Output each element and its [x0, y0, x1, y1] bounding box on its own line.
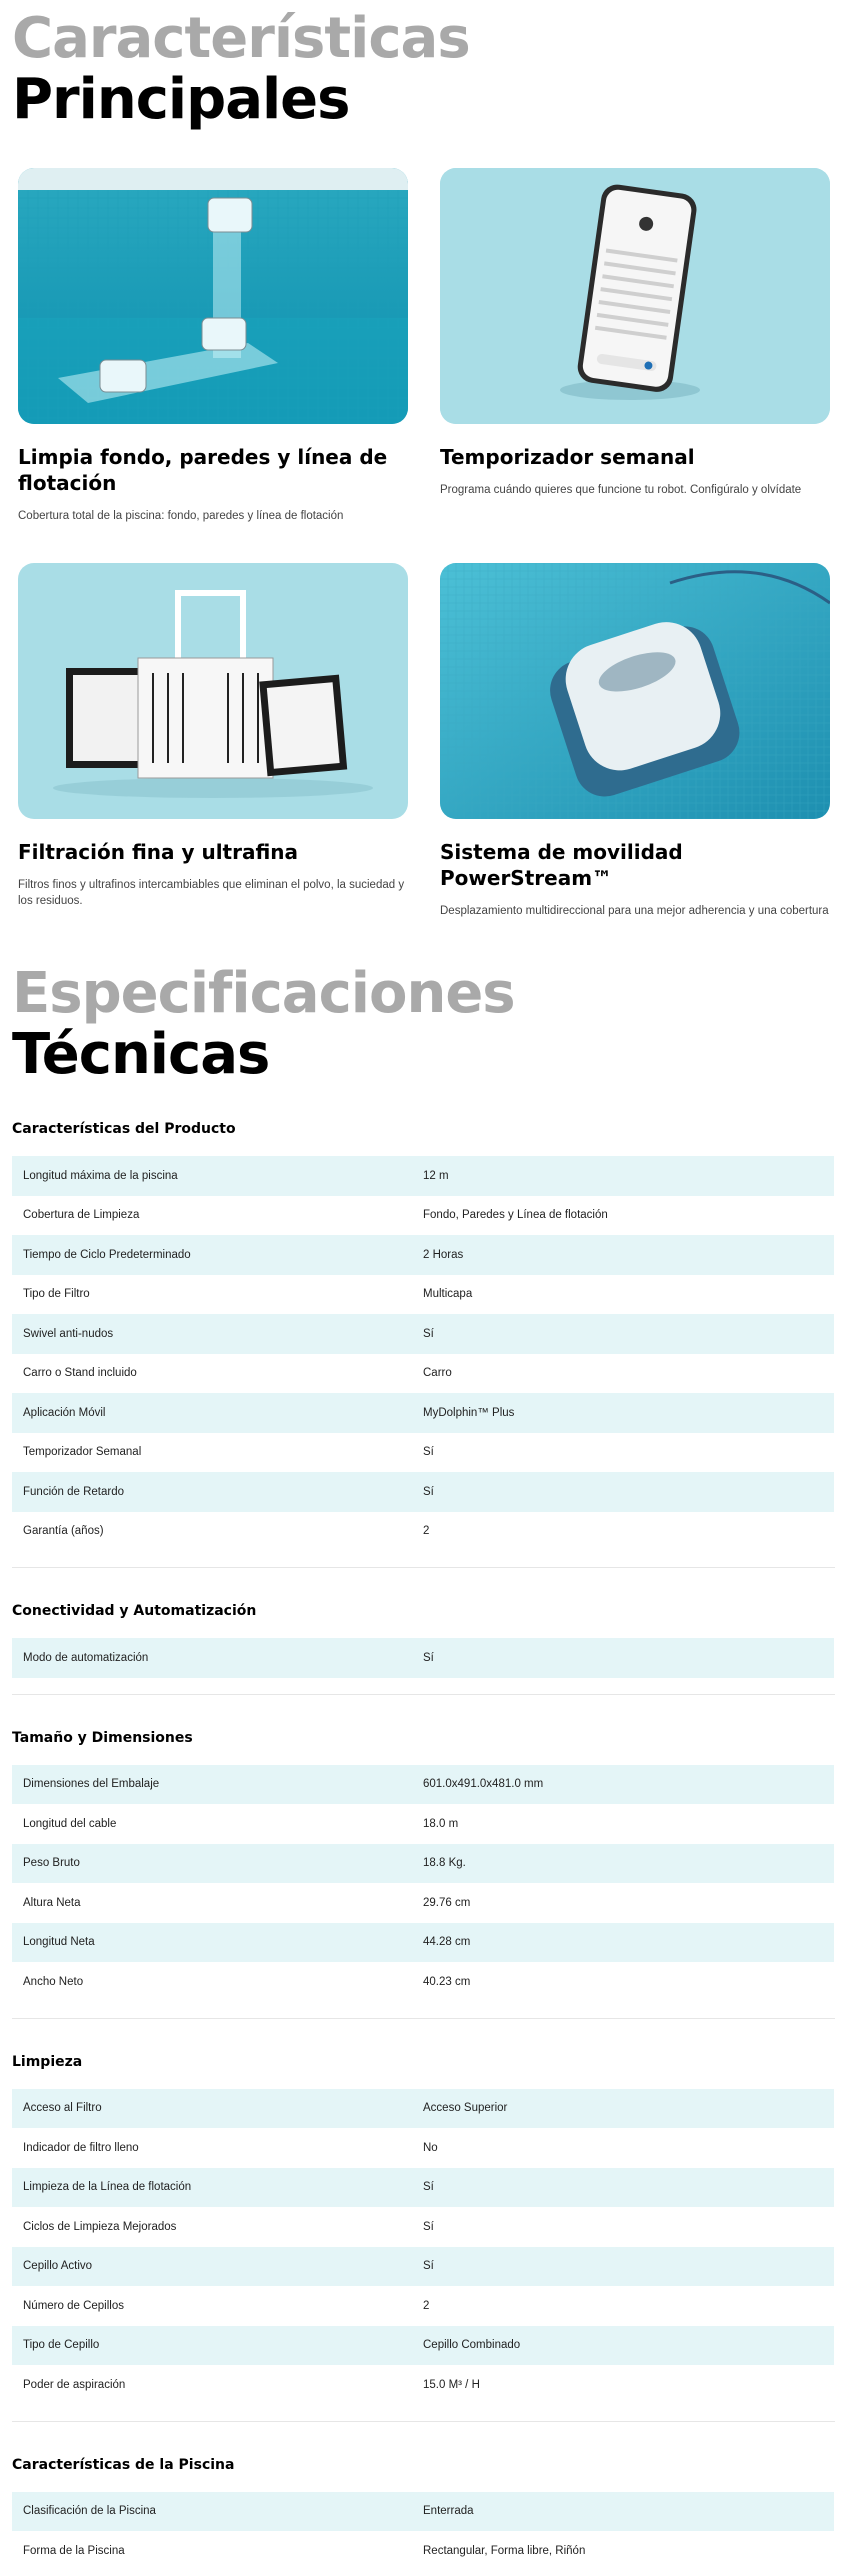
spec-value: 601.0x491.0x481.0 mm: [423, 1778, 544, 1791]
specs-heading-light: Especificaciones: [12, 961, 515, 1026]
feature-card-filtration: [18, 563, 408, 958]
spec-label: Carro o Stand incluido: [23, 1367, 137, 1380]
robot-underwater-image: [440, 563, 830, 819]
spec-group-title: Características de la Piscina: [12, 2456, 235, 2473]
spec-value: Sí: [423, 1327, 434, 1340]
spec-row: [12, 1923, 834, 1963]
spec-value: Sí: [423, 1651, 434, 1664]
spec-value: 15.0 M³ / H: [423, 2378, 480, 2391]
spec-groups: [12, 1102, 835, 2560]
spec-group: [12, 2035, 835, 2422]
spec-label: Longitud máxima de la piscina: [23, 1169, 178, 1182]
feature-description: Cobertura total de la piscina: fondo, paredes y línea de flotación: [18, 510, 344, 522]
spec-label: Temporizador Semanal: [23, 1446, 142, 1459]
spec-row: [12, 1804, 834, 1844]
spec-row: [12, 1314, 834, 1354]
spec-label: Tipo de Filtro: [23, 1288, 90, 1301]
spec-table: [12, 1156, 834, 1551]
spec-row: [12, 1883, 834, 1923]
spec-row: [12, 1196, 834, 1236]
spec-label: Número de Cepillos: [23, 2299, 124, 2312]
spec-label: Longitud del cable: [23, 1817, 117, 1830]
spec-divider: [12, 1694, 835, 1695]
spec-row: [12, 2365, 834, 2405]
feature-title: Sistema de movilidad PowerStream™: [440, 840, 683, 890]
spec-label: Tipo de Cepillo: [23, 2339, 100, 2352]
spec-label: Forma de la Piscina: [23, 2544, 125, 2557]
spec-label: Poder de aspiración: [23, 2378, 126, 2391]
spec-table: [12, 2089, 834, 2405]
feature-description: Desplazamiento multidireccional para una mejor adherencia y una cobertura: [440, 905, 829, 917]
spec-label: Tiempo de Ciclo Predeterminado: [23, 1248, 191, 1261]
spec-group: [12, 1102, 835, 1568]
spec-label: Función de Retardo: [23, 1485, 125, 1498]
spec-group: [12, 1584, 835, 1695]
spec-label: Swivel anti-nudos: [23, 1327, 114, 1340]
spec-group: [12, 2438, 835, 2560]
spec-label: Cepillo Activo: [23, 2260, 93, 2273]
filter-baskets-image: [18, 563, 408, 819]
spec-row: [12, 2247, 834, 2287]
spec-row: [12, 2207, 834, 2247]
spec-label: Peso Bruto: [23, 1857, 80, 1870]
spec-value: Sí: [423, 2220, 434, 2233]
spec-row: [12, 1512, 834, 1552]
spec-row: [12, 1433, 834, 1473]
feature-title: Limpia fondo, paredes y línea de flotación: [18, 445, 388, 495]
spec-group-title: Limpieza: [12, 2053, 83, 2070]
spec-value: 29.76 cm: [423, 1896, 471, 1909]
spec-label: Indicador de filtro lleno: [23, 2141, 139, 2154]
spec-label: Longitud Neta: [23, 1936, 95, 1949]
spec-divider: [12, 2421, 835, 2422]
spec-value: No: [423, 2141, 438, 2154]
spec-value: 44.28 cm: [423, 1936, 471, 1949]
spec-row: [12, 1844, 834, 1884]
feature-title: Filtración fina y ultrafina: [18, 840, 299, 864]
spec-group-title: Tamaño y Dimensiones: [12, 1729, 193, 1746]
spec-value: 18.8 Kg.: [423, 1857, 466, 1870]
spec-label: Limpieza de la Línea de flotación: [23, 2181, 192, 2194]
spec-row: [12, 2168, 834, 2208]
pool-robot-image: [18, 168, 408, 424]
spec-row: [12, 2286, 834, 2326]
spec-label: Altura Neta: [23, 1896, 81, 1909]
spec-label: Ciclos de Limpieza Mejorados: [23, 2220, 177, 2233]
spec-row: [12, 2326, 834, 2366]
spec-value: MyDolphin™ Plus: [423, 1406, 515, 1419]
spec-table: [12, 2492, 834, 2560]
spec-row: [12, 1354, 834, 1394]
spec-value: 2: [423, 1525, 430, 1538]
app-phone-image: [440, 168, 830, 424]
spec-value: Carro: [423, 1367, 452, 1380]
spec-value: Sí: [423, 1485, 434, 1498]
features-heading-light: Características: [12, 6, 470, 71]
spec-group-title: Conectividad y Automatización: [12, 1603, 257, 1619]
spec-divider: [12, 2018, 835, 2019]
spec-row: [12, 1638, 834, 1678]
spec-value: 18.0 m: [423, 1817, 459, 1830]
spec-row: [12, 1472, 834, 1512]
spec-value: Multicapa: [423, 1288, 473, 1301]
spec-value: Acceso Superior: [423, 2102, 508, 2115]
spec-row: [12, 2492, 834, 2532]
spec-value: Rectangular, Forma libre, Riñón: [423, 2544, 586, 2557]
features-grid: [12, 168, 835, 958]
features-heading: [12, 0, 835, 132]
spec-value: Sí: [423, 1446, 434, 1459]
spec-row: [12, 2531, 834, 2560]
spec-row: [12, 1765, 834, 1805]
spec-label: Ancho Neto: [23, 1975, 84, 1988]
spec-row: [12, 1275, 834, 1315]
spec-group: [12, 1711, 835, 2019]
features-heading-dark: Principales: [12, 67, 350, 132]
spec-label: Clasificación de la Piscina: [23, 2505, 156, 2518]
spec-value: Sí: [423, 2181, 434, 2194]
feature-description: Programa cuándo quieres que funcione tu robot. Configúralo y olvídate: [440, 484, 802, 496]
feature-description: Filtros finos y ultrafinos intercambiables que eliminan el polvo, la suciedad y los residuos.: [18, 879, 405, 907]
specs-heading-dark: Técnicas: [12, 1022, 270, 1087]
spec-label: Cobertura de Limpieza: [23, 1209, 140, 1222]
spec-row: [12, 1962, 834, 2002]
spec-label: Aplicación Móvil: [23, 1406, 106, 1419]
spec-label: Modo de automatización: [23, 1651, 149, 1664]
spec-group-title: Características del Producto: [12, 1121, 236, 1137]
spec-table: [12, 1765, 834, 2002]
spec-table: [12, 1638, 834, 1678]
feature-card-timer: [440, 168, 830, 563]
spec-row: [12, 2128, 834, 2168]
spec-value: 40.23 cm: [423, 1975, 471, 1988]
spec-row: [12, 2089, 834, 2129]
spec-label: Dimensiones del Embalaje: [23, 1778, 160, 1791]
spec-value: Sí: [423, 2260, 434, 2273]
spec-row: [12, 1393, 834, 1433]
feature-card-mobility: [440, 563, 830, 958]
spec-value: Fondo, Paredes y Línea de flotación: [423, 1209, 608, 1222]
feature-card-cleaning: [18, 168, 408, 563]
spec-label: Garantía (años): [23, 1525, 104, 1538]
feature-title: Temporizador semanal: [440, 445, 695, 469]
spec-row: [12, 1156, 834, 1196]
spec-value: 2: [423, 2299, 430, 2312]
spec-divider: [12, 1567, 835, 1568]
spec-row: [12, 1235, 834, 1275]
spec-value: 12 m: [423, 1169, 449, 1182]
specs-heading: [12, 961, 835, 1087]
spec-label: Acceso al Filtro: [23, 2102, 102, 2115]
spec-value: Enterrada: [423, 2505, 474, 2518]
spec-value: 2 Horas: [423, 1248, 464, 1261]
spec-value: Cepillo Combinado: [423, 2339, 521, 2352]
